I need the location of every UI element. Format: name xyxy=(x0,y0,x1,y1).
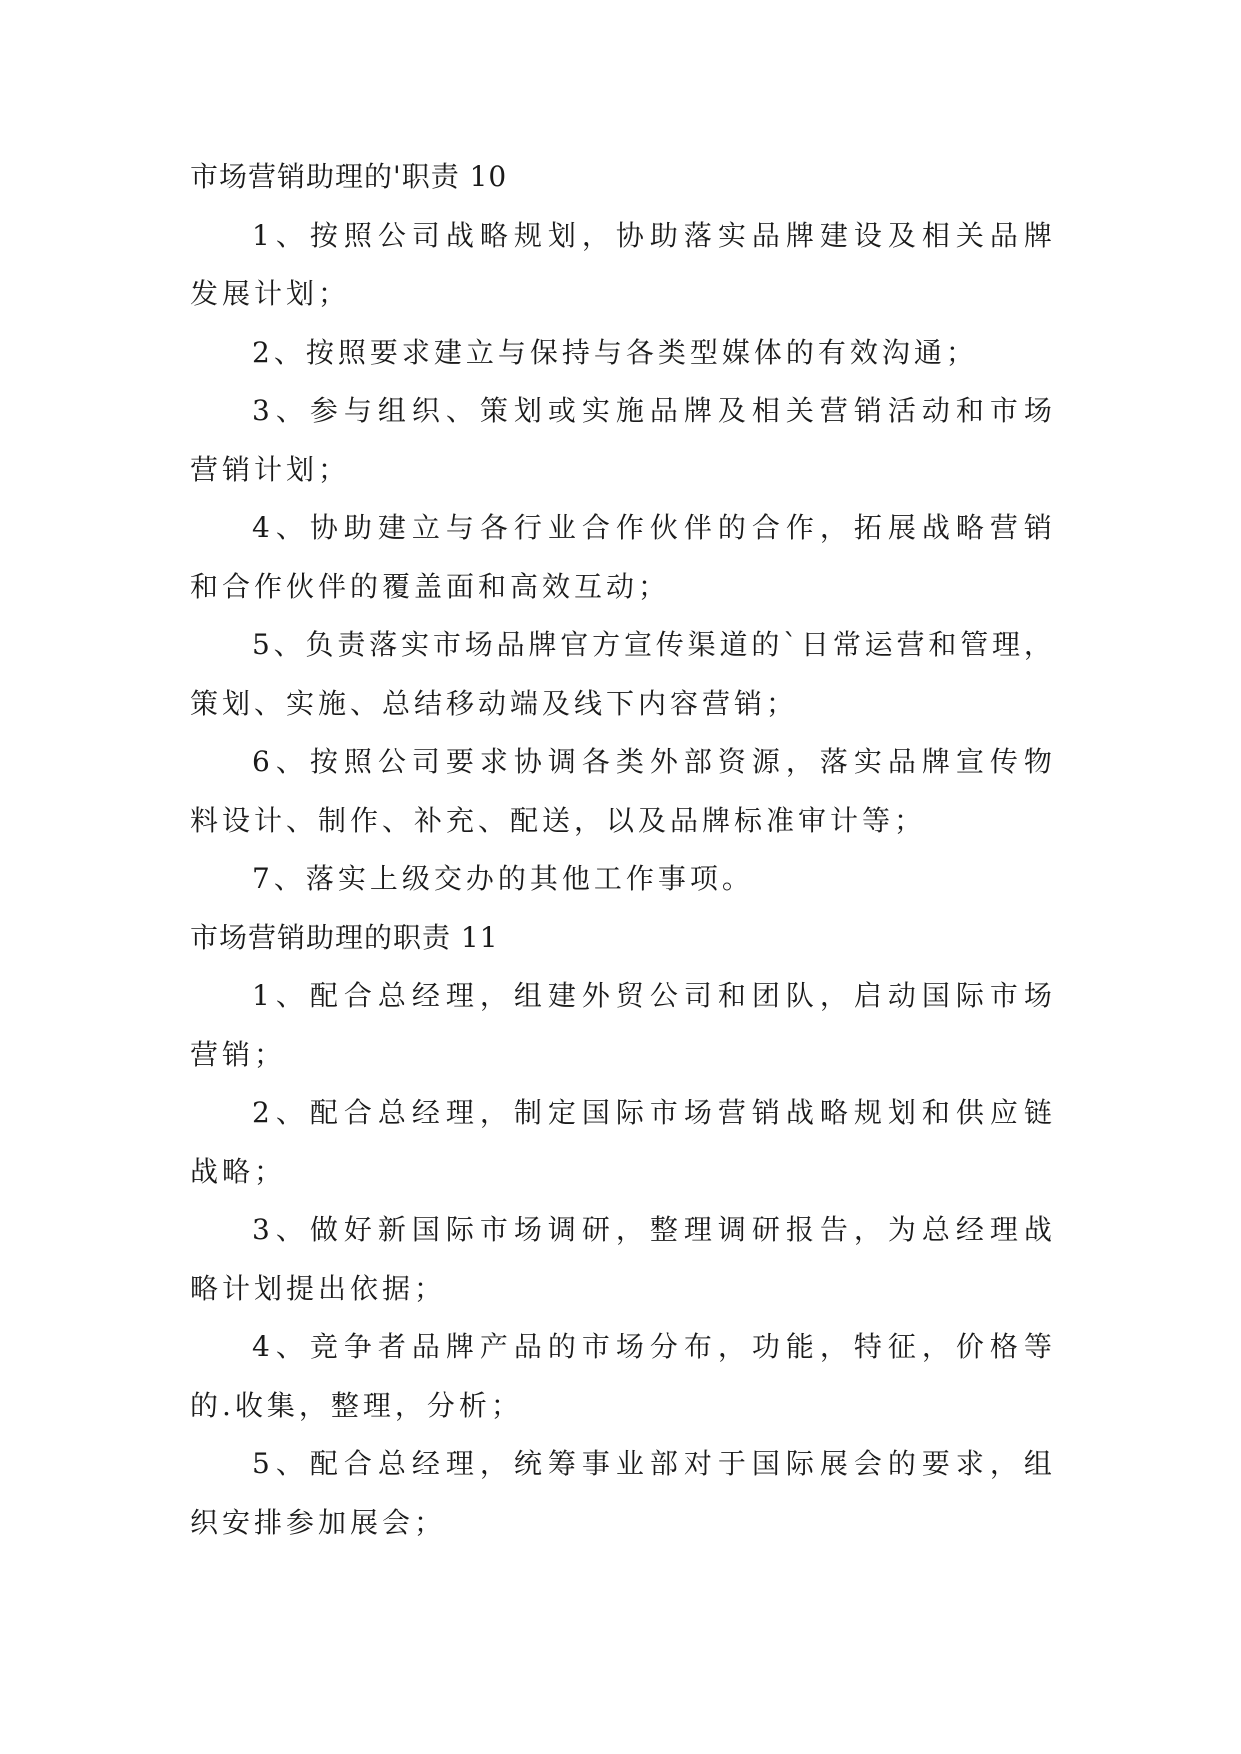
list-item xyxy=(190,850,1052,909)
paragraph-line: 4 、 协 助 建 立 与 各 行 业 合 作 伙 伴 的 合 作 ， 拓 展 战 略 营 销 xyxy=(252,511,1052,544)
paragraph-line: 略计划提出依据； xyxy=(190,1271,447,1305)
document-page xyxy=(190,148,1052,1552)
list-item xyxy=(190,967,1052,1084)
paragraph-line: 织安排参加展会； xyxy=(190,1505,447,1539)
list-item xyxy=(190,1435,1052,1552)
paragraph-line: 1 、 配 合 总 经 理 ， 组 建 外 贸 公 司 和 团 队 ， 启 动 国 际 市 场 xyxy=(252,979,1052,1012)
list-item xyxy=(190,382,1052,499)
list-item xyxy=(190,324,1052,383)
paragraph-line: 2、按照要求建立与保持与各类型媒体的有效沟通； xyxy=(252,335,978,369)
paragraph-line: 营销计划； xyxy=(190,452,351,486)
list-item xyxy=(190,1318,1052,1435)
list-item xyxy=(190,1084,1052,1201)
paragraph-line: 1 、 按 照 公 司 战 略 规 划 ， 协 助 落 实 品 牌 建 设 及 相 关 品 牌 xyxy=(252,218,1052,252)
paragraph-line: 5 、 配 合 总 经 理 ， 统 筹 事 业 部 对 于 国 际 展 会 的 要 求 ， 组 xyxy=(252,1447,1052,1480)
paragraph-line: 6 、 按 照 公 司 要 求 协 调 各 类 外 部 资 源 ， 落 实 品 牌 宣 传 物 xyxy=(252,745,1052,778)
list-item xyxy=(190,733,1052,850)
section-title: 市场营销助理的职责 11 xyxy=(190,920,499,954)
paragraph-line: 7、落实上级交办的其他工作事项。 xyxy=(252,862,754,895)
paragraph-line: 3 、 做 好 新 国 际 市 场 调 研 ， 整 理 调 研 报 告 ， 为 总 经 理 战 xyxy=(252,1213,1052,1246)
list-item xyxy=(190,616,1052,733)
paragraph-line: 2 、 配 合 总 经 理 ， 制 定 国 际 市 场 营 销 战 略 规 划 和 供 应 链 xyxy=(252,1096,1052,1129)
list-item xyxy=(190,1201,1052,1318)
paragraph-line: 和合作伙伴的覆盖面和高效互动； xyxy=(190,569,671,603)
paragraph-line: 4 、 竞 争 者 品 牌 产 品 的 市 场 分 布 ， 功 能 ， 特 征 ， 价 格 等 xyxy=(252,1330,1052,1363)
paragraph-line: 的.收集，整理，分析； xyxy=(190,1388,523,1422)
paragraph-line: 营销； xyxy=(190,1037,287,1071)
list-item xyxy=(190,499,1052,616)
paragraph-line: 策划、实施、总结移动端及线下内容营销； xyxy=(190,686,799,720)
paragraph-line: 5 、 负 责 落 实 市 场 品 牌 官 方 宣 传 渠 道 的 ` 日 常 运 营 和 管 理 ， xyxy=(252,628,1052,661)
paragraph-line: 料设计、制作、补充、配送，以及品牌标准审计等； xyxy=(190,803,927,837)
paragraph-line: 3 、 参 与 组 织 、 策 划 或 实 施 品 牌 及 相 关 营 销 活 动 和 市 场 xyxy=(252,394,1052,427)
paragraph-line: 战略； xyxy=(190,1154,287,1188)
section-title: 市场营销助理的'职责 10 xyxy=(190,160,508,193)
list-item xyxy=(190,207,1052,324)
paragraph-line: 发展计划； xyxy=(190,277,351,310)
